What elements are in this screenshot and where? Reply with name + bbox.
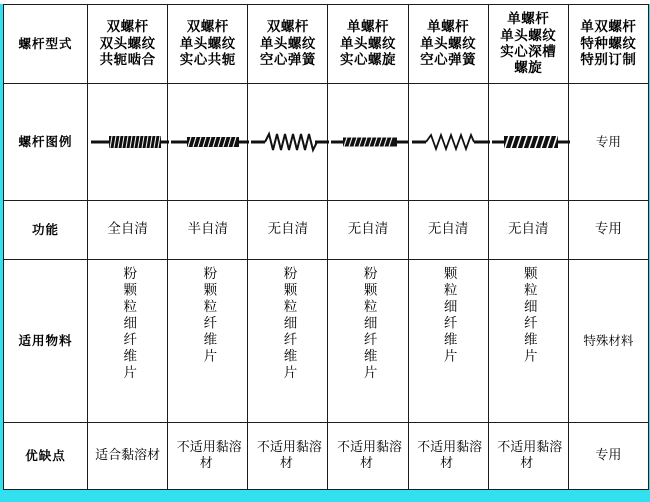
column-header-2-line-2: 单头螺纹 [179, 35, 236, 52]
material-vertical-text-3: 粉颗粒细纤维片 [280, 266, 297, 382]
column-header-7 [568, 5, 648, 84]
pros-cons-cell-5 [408, 423, 488, 490]
pros-cons-cell-7 [568, 423, 648, 490]
screw-illustration-single-deep-groove [490, 127, 572, 157]
material-vertical-text-2: 粉颗粒纤维片 [200, 266, 217, 365]
material-vertical-group-6 [490, 266, 567, 416]
pros-cons-cell-4 [328, 423, 408, 490]
material-vertical-group-4 [329, 266, 406, 416]
column-header-6-line-3: 实心深槽 [500, 44, 557, 60]
column-header-3-line-3: 空心弹簧 [259, 52, 316, 69]
table-row-pros-cons [4, 423, 649, 490]
column-header-2-line-1: 双螺杆 [186, 19, 229, 36]
screw-illustration-twin-double-mesh [89, 127, 171, 157]
column-header-2-line-3: 实心共轭 [179, 52, 236, 69]
row-label-screw-figure: 螺杆图例 [4, 84, 88, 201]
screw-type-table-sheet [0, 4, 650, 502]
column-header-7-line-1: 单双螺杆 [580, 19, 637, 36]
function-cell-7: 专用 [568, 201, 648, 260]
pros-cons-text-7: 专用 [595, 447, 622, 463]
function-cell-6: 无自清 [488, 201, 568, 260]
screw-illustration-twin-single-solid [169, 127, 251, 157]
column-header-4-line-1: 单螺杆 [347, 19, 389, 36]
row-label-function: 功能 [4, 201, 88, 260]
column-header-7-line-2: 特种螺纹 [580, 35, 637, 52]
column-header-1 [88, 5, 168, 84]
column-header-6-line-4: 螺旋 [514, 60, 543, 77]
pros-cons-cell-3 [248, 423, 328, 490]
material-cell-4 [328, 260, 408, 423]
function-cell-4: 无自清 [328, 201, 408, 260]
material-cell-6 [488, 260, 568, 423]
pros-cons-text-4: 不适用黏溶材 [337, 439, 403, 471]
screw-figure-cell-5 [408, 84, 488, 201]
table-row-screw-figure [4, 84, 649, 201]
column-header-5-line-3: 空心弹簧 [420, 52, 477, 69]
column-header-4 [328, 5, 408, 84]
pros-cons-text-6: 不适用黏溶材 [497, 439, 563, 471]
column-header-7-line-3: 特别订制 [580, 52, 637, 69]
material-cell-2 [168, 260, 248, 423]
table-row-function [4, 201, 649, 260]
row-label-material: 适用物料 [4, 260, 88, 423]
column-header-4-line-3: 实心螺旋 [340, 52, 396, 69]
screw-illustration-single-spring [410, 127, 492, 157]
screw-figure-cell-3 [248, 84, 328, 201]
function-cell-1: 全自清 [88, 201, 168, 260]
screw-figure-cell-6 [488, 84, 568, 201]
function-cell-2: 半自清 [168, 201, 248, 260]
column-header-5-line-1: 单螺杆 [427, 19, 470, 36]
pros-cons-text-5: 不适用黏溶材 [417, 439, 483, 471]
pros-cons-text-2: 不适用黏溶材 [176, 439, 242, 471]
column-header-3 [248, 5, 328, 84]
material-vertical-group-3 [249, 266, 326, 416]
corner-label: 螺杆型式 [4, 5, 88, 84]
material-cell-5 [408, 260, 488, 423]
screw-illustration-twin-single-spring [249, 127, 331, 157]
pros-cons-cell-1 [88, 423, 168, 490]
material-vertical-group-5 [410, 266, 487, 416]
material-vertical-text-5: 颗粒细纤维片 [440, 266, 457, 365]
column-header-6-line-1: 单螺杆 [507, 11, 550, 28]
material-vertical-text-4: 粉颗粒细纤维片 [360, 266, 377, 382]
column-header-5 [408, 5, 488, 84]
material-vertical-group-1 [89, 266, 166, 416]
screw-illustration-single-solid-helix [329, 127, 411, 157]
column-header-1-line-1: 双螺杆 [106, 19, 149, 36]
material-cell-3 [248, 260, 328, 423]
column-header-3-line-2: 单头螺纹 [259, 35, 316, 52]
table-row-material [4, 260, 649, 423]
material-vertical-text-6: 颗粒细纤维片 [520, 266, 537, 365]
screw-figure-cell-2 [168, 84, 248, 201]
column-header-5-line-2: 单头螺纹 [420, 35, 477, 52]
material-cell-1 [88, 260, 168, 423]
pros-cons-text-1: 适合黏溶材 [95, 447, 161, 463]
function-cell-5: 无自清 [408, 201, 488, 260]
material-cell-7: 特殊材料 [568, 260, 648, 423]
pros-cons-cell-6 [488, 423, 568, 490]
column-header-2 [168, 5, 248, 84]
table-header-row [4, 5, 649, 84]
column-header-1-line-3: 共轭啮合 [99, 52, 156, 69]
screw-figure-cell-1 [88, 84, 168, 201]
column-header-3-line-1: 双螺杆 [266, 19, 309, 36]
pros-cons-text-3: 不适用黏溶材 [256, 439, 322, 471]
screw-figure-cell-4 [328, 84, 408, 201]
function-cell-3: 无自清 [248, 201, 328, 260]
row-label-pros-cons: 优缺点 [4, 423, 88, 490]
screw-type-table [3, 4, 649, 490]
material-vertical-group-2 [169, 266, 246, 416]
column-header-6 [488, 5, 568, 84]
column-header-6-line-2: 单头螺纹 [500, 27, 557, 44]
material-vertical-text-1: 粉颗粒细纤维片 [120, 266, 137, 382]
pros-cons-cell-2 [168, 423, 248, 490]
column-header-1-line-2: 双头螺纹 [99, 35, 156, 52]
screw-figure-cell-7: 专用 [568, 84, 648, 201]
column-header-4-line-2: 单头螺纹 [340, 35, 396, 52]
